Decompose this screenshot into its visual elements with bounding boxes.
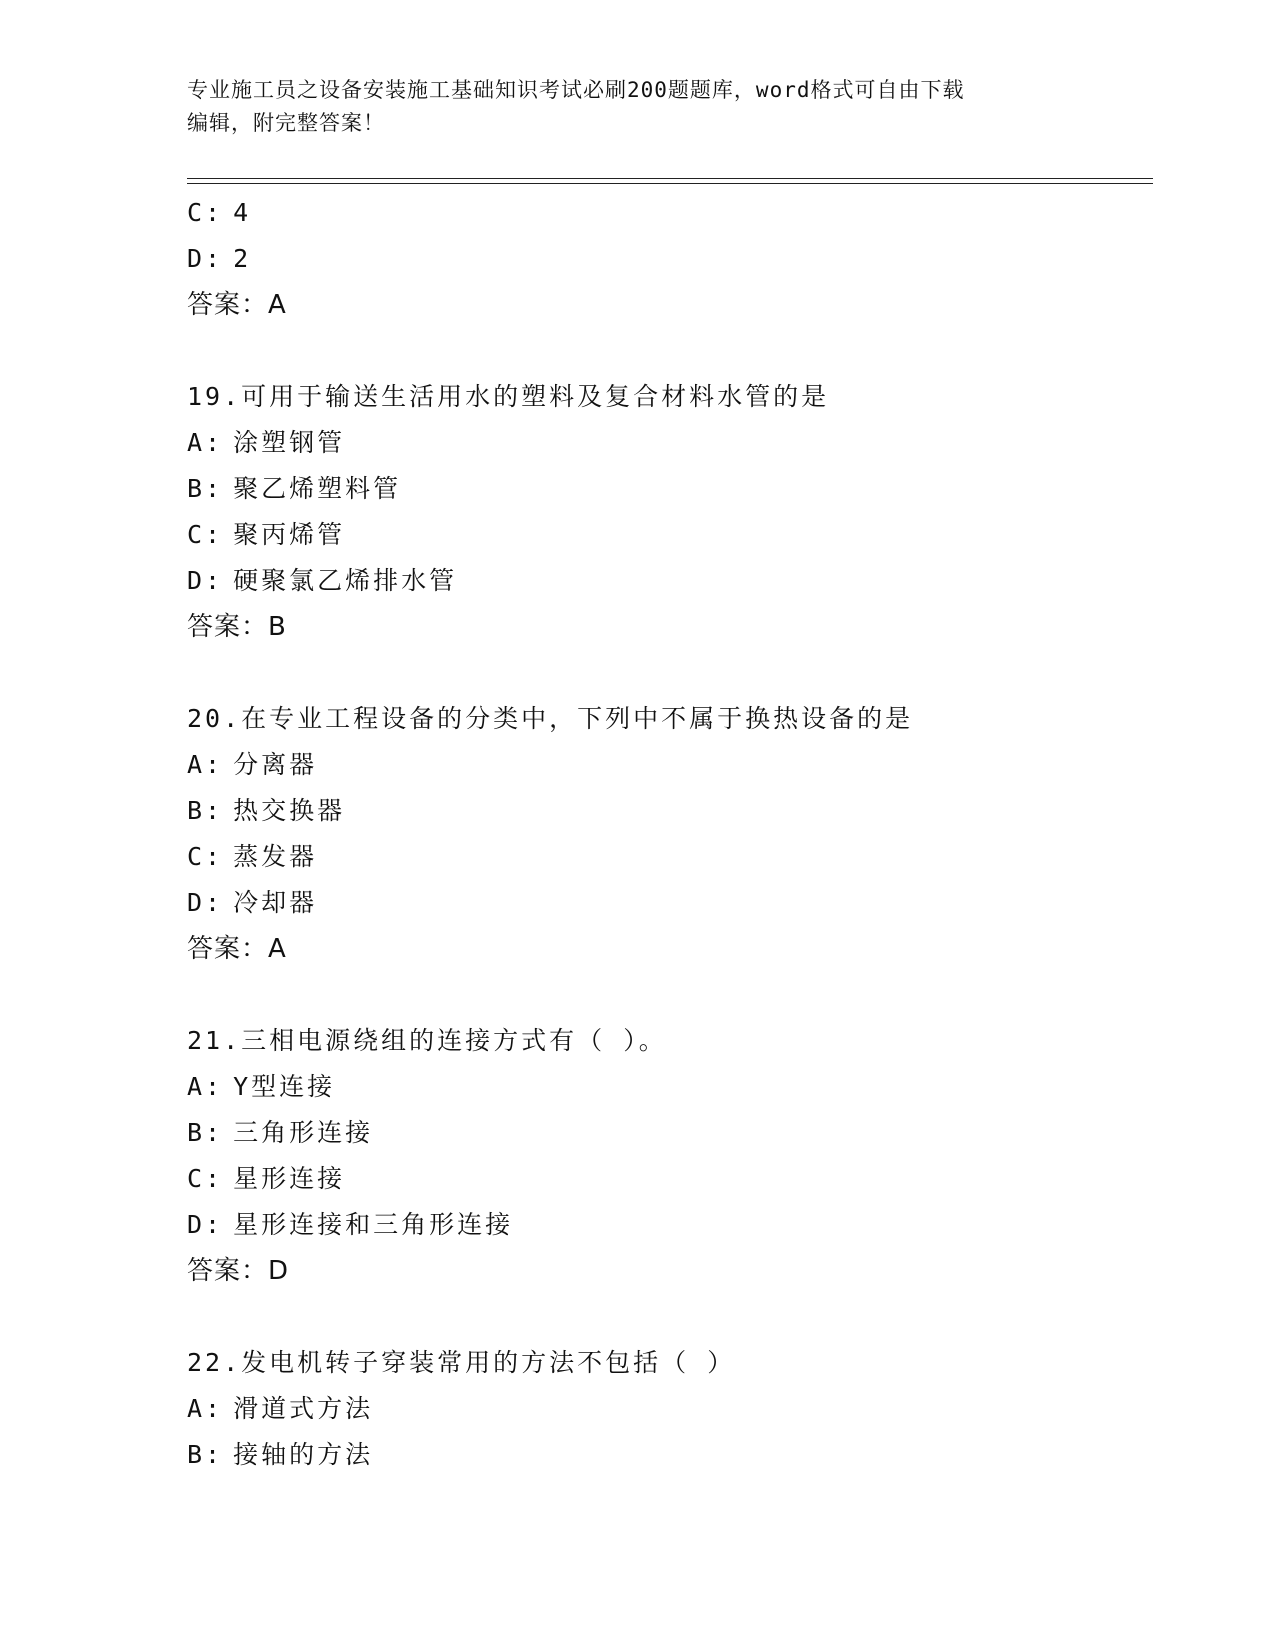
question-stem	[187, 374, 1153, 420]
option-text: 三角形连接	[233, 1118, 374, 1147]
header-title-line-1: 专业施工员之设备安装施工基础知识考试必刷200题题库，word格式可自由下载	[187, 78, 965, 102]
answer-value: A	[268, 290, 287, 320]
option-text: Y型连接	[233, 1072, 336, 1101]
option-text: 涂塑钢管	[233, 428, 346, 457]
option-text: 星形连接和三角形连接	[233, 1210, 514, 1239]
option-label: A:	[187, 750, 224, 779]
question-stem	[187, 1340, 1153, 1386]
question-text: 可用于输送生活用水的塑料及复合材料水管的是	[241, 382, 830, 411]
option-row	[187, 512, 1153, 558]
question-number: 21.	[187, 1026, 242, 1055]
option-row	[187, 1202, 1153, 1248]
header-title-line-2: 编辑，附完整答案！	[187, 111, 385, 135]
option-row	[187, 558, 1153, 604]
question-text: 发电机转子穿装常用的方法不包括（ ）	[241, 1348, 736, 1377]
option-label: D:	[187, 244, 224, 273]
option-text: 2	[233, 244, 252, 273]
option-text: 热交换器	[233, 796, 346, 825]
option-label: B:	[187, 474, 224, 503]
option-text: 聚丙烯管	[233, 520, 346, 549]
question-list	[187, 190, 1153, 1478]
option-row	[187, 1432, 1153, 1478]
option-row	[187, 880, 1153, 926]
question-text: 在专业工程设备的分类中，下列中不属于换热设备的是	[241, 704, 914, 733]
option-text: 冷却器	[233, 888, 318, 917]
option-label: B:	[187, 1440, 224, 1469]
answer-label: 答案：	[187, 1256, 269, 1286]
spacer	[187, 972, 1153, 1018]
option-row	[187, 1386, 1153, 1432]
option-row	[187, 1156, 1153, 1202]
option-label: C:	[187, 842, 224, 871]
option-text: 硬聚氯乙烯排水管	[233, 566, 458, 595]
question-block-19	[187, 374, 1153, 650]
answer-row	[187, 926, 1153, 972]
prev-question-block	[187, 190, 1153, 328]
option-row	[187, 1110, 1153, 1156]
option-row	[187, 466, 1153, 512]
option-label: A:	[187, 428, 224, 457]
answer-label: 答案：	[187, 934, 269, 964]
question-stem	[187, 696, 1153, 742]
answer-value: A	[268, 934, 287, 964]
answer-label: 答案：	[187, 290, 269, 320]
answer-row	[187, 1248, 1153, 1294]
option-row	[187, 788, 1153, 834]
option-label: B:	[187, 796, 224, 825]
option-label: D:	[187, 888, 224, 917]
question-number: 20.	[187, 704, 242, 733]
option-row	[187, 834, 1153, 880]
option-label: B:	[187, 1118, 224, 1147]
document-header	[187, 74, 1087, 140]
option-text: 聚乙烯塑料管	[233, 474, 402, 503]
option-row	[187, 236, 1153, 282]
option-text: 4	[233, 198, 252, 227]
option-label: D:	[187, 1210, 224, 1239]
option-row	[187, 1064, 1153, 1110]
option-label: C:	[187, 198, 224, 227]
question-number: 19.	[187, 382, 242, 411]
spacer	[187, 328, 1153, 374]
option-text: 星形连接	[233, 1164, 346, 1193]
option-row	[187, 420, 1153, 466]
option-text: 蒸发器	[233, 842, 318, 871]
question-number: 22.	[187, 1348, 242, 1377]
option-label: C:	[187, 1164, 224, 1193]
question-block-21	[187, 1018, 1153, 1294]
header-divider-bottom	[187, 183, 1153, 184]
option-label: A:	[187, 1394, 224, 1423]
option-text: 接轴的方法	[233, 1440, 374, 1469]
answer-row	[187, 604, 1153, 650]
answer-value: D	[268, 1256, 290, 1286]
header-divider-top	[187, 178, 1153, 179]
option-text: 滑道式方法	[233, 1394, 374, 1423]
question-block-20	[187, 696, 1153, 972]
answer-row	[187, 282, 1153, 328]
option-label: C:	[187, 520, 224, 549]
spacer	[187, 650, 1153, 696]
question-stem	[187, 1018, 1153, 1064]
answer-value: B	[268, 612, 287, 642]
spacer	[187, 1294, 1153, 1340]
option-label: A:	[187, 1072, 224, 1101]
option-text: 分离器	[233, 750, 318, 779]
option-row	[187, 190, 1153, 236]
option-row	[187, 742, 1153, 788]
option-label: D:	[187, 566, 224, 595]
question-text: 三相电源绕组的连接方式有（ ）。	[241, 1026, 667, 1055]
question-block-22	[187, 1340, 1153, 1478]
answer-label: 答案：	[187, 612, 269, 642]
